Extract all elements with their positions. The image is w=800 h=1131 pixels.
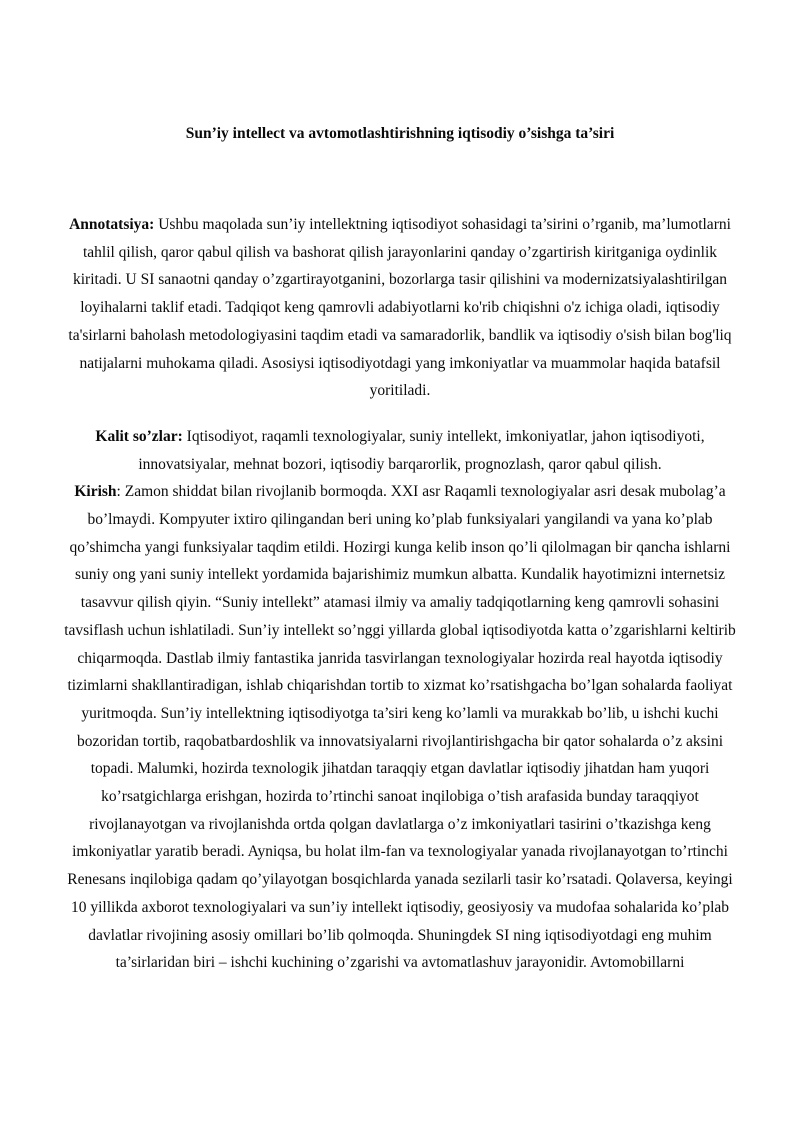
keywords-text: Iqtisodiyot, raqamli texnologiyalar, suniy intellekt, imkoniyatlar, jahon iqtisodiyoti, innovatsiyalar, mehnat bozori, iqtisodiy barqarorlik, prognozlash, qaror qabul qilish.	[138, 427, 705, 473]
annotation-label: Annotatsiya:	[69, 216, 155, 233]
introduction-paragraph	[63, 478, 737, 977]
annotation-paragraph	[63, 211, 737, 405]
keywords-paragraph	[63, 423, 737, 478]
introduction-text: : Zamon shiddat bilan rivojlanib bormoqda. XXI asr Raqamli texnologiyalar asri desak mubolag’a bo’lmaydi. Kompyuter ixtiro qilingandan beri uning ko’plab funksiyalari yangilandi va yana ko’plab qo’shimcha yangi funksiyalar taqdim etildi. Hozirgi kunga kelib inson qo’li qilolmagan bir qancha ishlarni suniy ong yani suniy intellekt yordamida bajarishimiz mumkun albatta. Kundalik hayotimizni internetsiz tasavvur qilish qiyin. “Suniy intellekt” atamasi ilmiy va amaliy tadqiqotlarning keng qamrovli sohasini tavsiflash uchun ishlatiladi. Sun’iy intellekt so’nggi yillarda global iqtisodiyotda katta o’zgarishlarni keltirib chiqarmoqda. Dastlab ilmiy fantastika janrida tasvirlangan texnologiyalar hozirda real hayotda iqtisodiy tizimlarni shakllantiradigan, ishlab chiqarishdan tortib to xizmat ko’rsatishgacha bo’lgan sohalarda faoliyat yuritmoqda. Sun’iy intellektning iqtisodiyotga ta’siri keng ko’lamli va murakkab bo’lib, u ishchi kuchi bozoridan tortib, raqobatbardoshlik va innovatsiyalarni rivojlantirishgacha bir qator sohalarda o’z aksini topadi. Malumki, hozirda texnologik jihatdan taraqqiy etgan davlatlar iqtisodiy jihatdan ham yuqori ko’rsatgichlarga erishgan, hozirda to’rtinchi sanoat inqilobiga o’tish arafasida bunday taraqqiyot rivojlanayotgan va rivojlanishda ortda qolgan davlatlarga o’z imkoniyatlari tasirini o’tkazishga keng imkoniyatlar yaratib beradi. Ayniqsa, bu holat ilm-fan va texnologiyalar yanada rivojlanayotgan to’rtinchi Renesans inqilobiga qadam qo’yilayotgan bosqichlarda yanada sezilarli tasir ko’rsatadi. Qolaversa, keyingi 10 yillikda axborot texnologiyalari va sun’iy intellekt iqtisodiy, geosiyosiy va mudofaa sohalarida ko’plab davlatlar rivojining asosiy omillari bo’lib qolmoqda. Shuningdek SI ning iqtisodiyotdagi eng muhim ta’sirlaridan biri – ishchi kuchining o’zgarishi va avtomatlashuv jarayonidir. Avtomobillarni	[64, 483, 736, 972]
annotation-text: Ushbu maqolada sun’iy intellektning iqtisodiyot sohasidagi ta’sirini o’rganib, ma’lumotlarni tahlil qilish, qaror qabul qilish va bashorat qilish jarayonlarini qanday o’zgartirish kiritganiga oydinlik kiritadi. U SI sanaotni qanday o’zgartirayotganini, bozorlarga tasir qilishini va modernizatsiyalashtirilgan loyihalarni taklif etadi. Tadqiqot keng qamrovli adabiyotlarni ko'rib chiqishni o'z ichiga oladi, iqtisodiy ta'sirlarni baholash metodologiyasini taqdim etadi va samaradorlik, bandlik va iqtisodiy o'sish bilan bog'liq natijalarni muhokama qiladi. Asosiysi iqtisodiyotdagi yang imkoniyatlar va muammolar haqida batafsil yoritiladi.	[68, 216, 732, 400]
keywords-label: Kalit so’zlar:	[95, 427, 183, 445]
introduction-label: Kirish	[74, 483, 117, 501]
document-title: Sun’iy intellect va avtomotlashtirishning iqtisodiy o’sishga ta’siri	[185, 125, 615, 142]
